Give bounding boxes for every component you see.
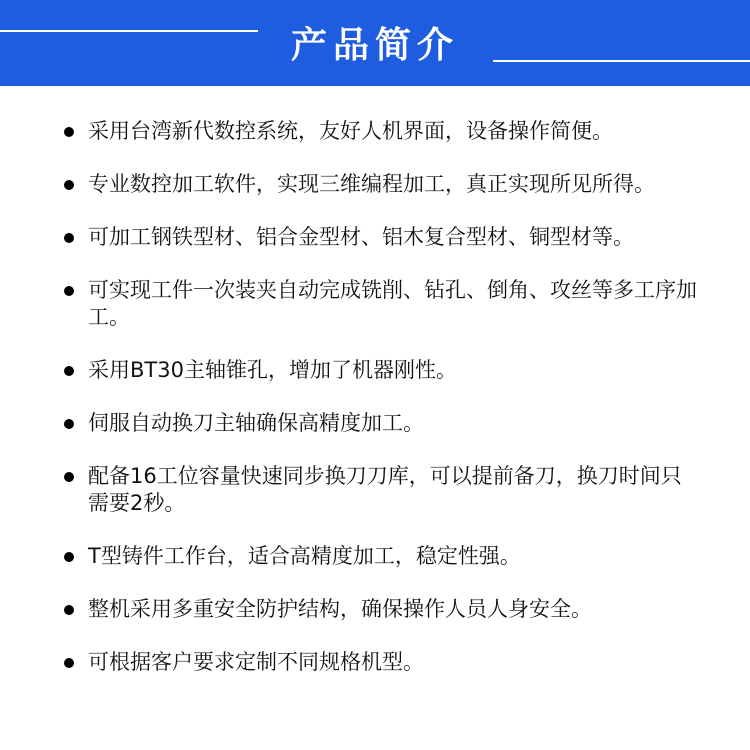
bullet-icon [64,233,74,243]
feature-text: 配备16工位容量快速同步换刀刀库，可以提前备刀，换刀时间只需要2秒。 [88,464,682,515]
feature-text: 采用台湾新代数控系统，友好人机界面，设备操作简便。 [88,119,613,143]
feature-item [62,277,722,331]
bullet-icon [64,552,74,562]
feature-text: 整机采用多重安全防护结构，确保操作人员人身安全。 [88,597,592,621]
feature-item [62,118,722,145]
page-title: 产品简介 [290,25,459,66]
feature-text: 伺服自动换刀主轴确保高精度加工。 [88,411,424,435]
bullet-icon [64,472,74,482]
feature-item [62,463,722,517]
header-banner [0,0,750,86]
feature-text: 可实现工件一次装夹自动完成铣削、钻孔、倒角、攻丝等多工序加工。 [88,278,697,329]
feature-item [62,357,722,384]
feature-text: 专业数控加工软件，实现三维编程加工，真正实现所见所得。 [88,172,655,196]
bullet-icon [64,286,74,296]
feature-item [62,410,722,437]
bullet-icon [64,127,74,137]
bullet-icon [64,180,74,190]
feature-item [62,224,722,251]
bullet-icon [64,366,74,376]
feature-text: 可根据客户要求定制不同规格机型。 [88,650,424,674]
bullet-icon [64,605,74,615]
feature-text: 采用BT30主轴锥孔，增加了机器刚性。 [88,358,457,382]
feature-text: 可加工钢铁型材、铝合金型材、铝木复合型材、铜型材等。 [88,225,634,249]
feature-item [62,171,722,198]
feature-item [62,596,722,623]
feature-text: T型铸件工作台，适合高精度加工，稳定性强。 [88,544,521,568]
bullet-icon [64,419,74,429]
feature-list [62,118,722,676]
bullet-icon [64,658,74,668]
feature-item [62,543,722,570]
feature-item [62,649,722,676]
